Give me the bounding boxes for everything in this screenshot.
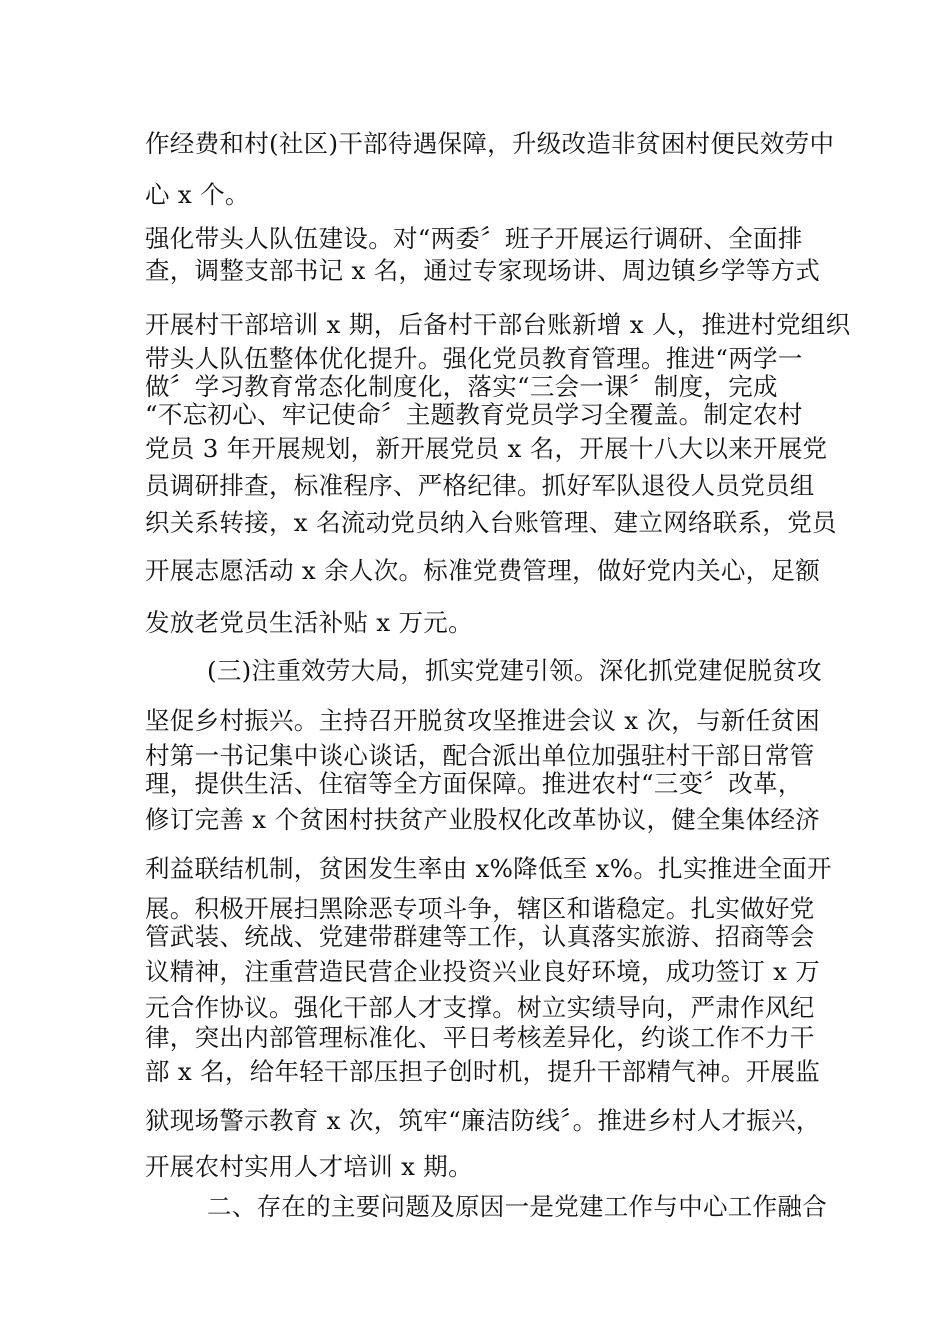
text-line: 发放老党员生活补贴 x 万元。 bbox=[145, 608, 473, 637]
text-line: 强化带头人队伍建设。对“两委〞班子开展运行调研、全面排 bbox=[145, 224, 803, 253]
text-line: 查，调整支部书记 x 名，通过专家现场讲、周边镇乡学等方式 bbox=[145, 256, 821, 285]
text-line: 律，突出内部管理标准化、平日考核差异化，约谈工作不力干 bbox=[145, 1023, 815, 1052]
text-line: 狱现场警示教育 x 次，筑牢“廉洁防线〞。推进乡村人才振兴， bbox=[145, 1106, 821, 1135]
text-line: 心 x 个。 bbox=[145, 180, 250, 209]
text-line: 部 x 名，给年轻干部压担子创时机，提升干部精气神。开展监 bbox=[145, 1057, 821, 1086]
text-line: 开展农村实用人才培训 x 期。 bbox=[145, 1152, 473, 1181]
text-line: “不忘初心、牢记使命〞主题教育党员学习全覆盖。制定农村 bbox=[145, 400, 803, 429]
text-line: 展。积极开展扫黑除恶专项斗争，辖区和谐稳定。扎实做好党 bbox=[145, 894, 815, 923]
section-heading: (三)注重效劳大局，抓实党建引领。深化抓党建促脱贫攻 bbox=[207, 656, 822, 685]
text-line: 做〞学习教育常态化制度化，落实“三会一课〞制度，完成 bbox=[145, 372, 778, 401]
text-line: 理，提供生活、住宿等全方面保障。推进农村“三变〞改革， bbox=[145, 769, 803, 798]
text-line: 元合作协议。强化干部人才支撑。树立实绩导向，严肃作风纪 bbox=[145, 993, 815, 1022]
text-line: 议精神，注重营造民营企业投资兴业良好环境，成功签订 x 万 bbox=[145, 957, 821, 986]
text-line: 织关系转接，x 名流动党员纳入台账管理、建立网络联系，党员 bbox=[145, 508, 837, 537]
text-line: 员调研排查，标准程序、严格纪律。抓好军队退役人员党员组 bbox=[145, 471, 815, 500]
text-line: 作经费和村(社区)干部待遇保障，升级改造非贫困村便民效劳中 bbox=[145, 129, 835, 158]
text-line: 开展志愿活动 x 余人次。标准党费管理，做好党内关心，足额 bbox=[145, 556, 821, 585]
text-line: 修订完善 x 个贫困村扶贫产业股权化改革协议，健全集体经济 bbox=[145, 805, 821, 834]
text-line: 村第一书记集中谈心谈话，配合派出单位加强驻村干部日常管 bbox=[145, 741, 815, 770]
text-line: 管武装、统战、党建带群建等工作，认真落实旅游、招商等会 bbox=[145, 922, 815, 951]
text-line: 利益联结机制，贫困发生率由 x%降低至 x%。扎实推进全面开 bbox=[145, 854, 832, 883]
text-line: 开展村干部培训 x 期，后备村干部台账新增 x 人，推进村党组织 bbox=[145, 310, 851, 339]
section-heading: 二、存在的主要问题及原因一是党建工作与中心工作融合 bbox=[207, 1192, 827, 1221]
text-line: 坚促乡村振兴。主持召开脱贫攻坚推进会议 x 次，与新任贫困 bbox=[145, 706, 821, 735]
text-line: 带头人队伍整体优化提升。强化党员教育管理。推进“两学一 bbox=[145, 344, 803, 373]
text-line: 党员 3 年开展规划，新开展党员 x 名，开展十八大以来开展党 bbox=[145, 434, 828, 463]
